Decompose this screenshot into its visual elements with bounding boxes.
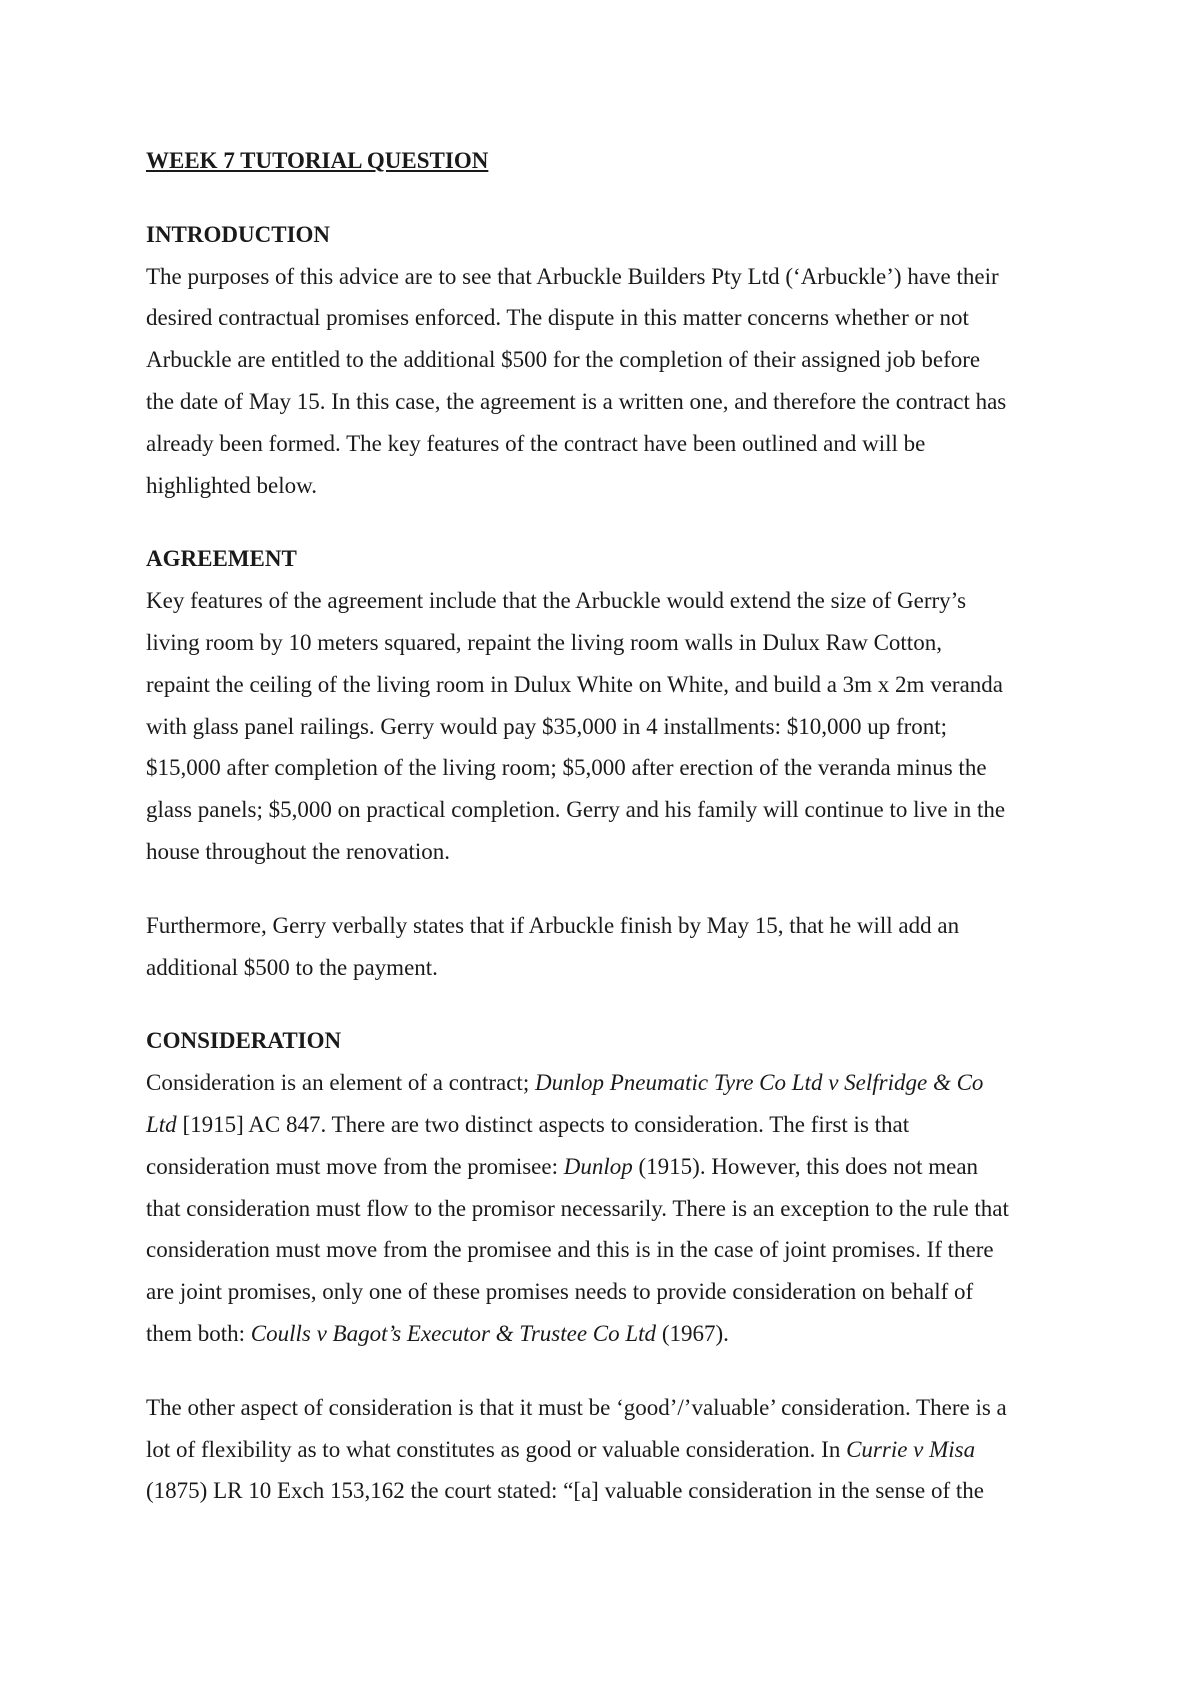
text-line: are joint promises, only one of these promises needs to provide consideration on behalf of bbox=[146, 1279, 974, 1305]
agreement-heading: AGREEMENT bbox=[146, 546, 297, 572]
text-line: desired contractual promises enforced. The dispute in this matter concerns whether or not bbox=[146, 305, 969, 331]
agreement-section bbox=[146, 538, 1066, 988]
case-citation: Ltd bbox=[146, 1111, 177, 1137]
text-line: with glass panel railings. Gerry would pay $35,000 in 4 installments: $10,000 up front; bbox=[146, 713, 948, 739]
consideration-paragraph bbox=[146, 1062, 1066, 1355]
introduction-heading: INTRODUCTION bbox=[146, 221, 331, 247]
text-line: Key features of the agreement include that the Arbuckle would extend the size of Gerry’s bbox=[146, 588, 967, 614]
text-line: additional $500 to the payment. bbox=[146, 954, 438, 980]
text-run: (1915). However, this does not mean bbox=[632, 1153, 979, 1179]
agreement-paragraph-2 bbox=[146, 905, 1066, 989]
text-run: consideration must move from the promisee: bbox=[146, 1153, 564, 1179]
text-line: living room by 10 meters squared, repaint the living room walls in Dulux Raw Cotton, bbox=[146, 629, 942, 655]
text-line: (1875) LR 10 Exch 153,162 the court stated: “[a] valuable consideration in the sense of the bbox=[146, 1478, 984, 1504]
text-run: lot of flexibility as to what constitutes as good or valuable consideration. In bbox=[146, 1436, 847, 1462]
text-line: house throughout the renovation. bbox=[146, 838, 451, 864]
text-run: [1915] AC 847. There are two distinct aspects to consideration. The first is that bbox=[176, 1111, 910, 1137]
text-line bbox=[146, 1313, 1066, 1355]
text-line bbox=[146, 1429, 1066, 1471]
text-line: repaint the ceiling of the living room in Dulux White on White, and build a 3m x 2m veranda bbox=[146, 671, 1003, 697]
case-citation: Dunlop Pneumatic Tyre Co Ltd v Selfridge & Co bbox=[534, 1070, 984, 1096]
consideration-paragraph-2 bbox=[146, 1387, 1066, 1512]
text-line bbox=[146, 1146, 1066, 1188]
text-run: (1967). bbox=[656, 1320, 729, 1346]
consideration-section bbox=[146, 1020, 1066, 1512]
text-line: The purposes of this advice are to see that Arbuckle Builders Pty Ltd (‘Arbuckle’) have their bbox=[146, 263, 999, 289]
case-citation: Coulls v Bagot’s Executor & Trustee Co Ltd bbox=[250, 1320, 657, 1346]
consideration-heading: CONSIDERATION bbox=[146, 1028, 342, 1054]
text-run: Consideration is an element of a contract; bbox=[146, 1070, 535, 1096]
text-line: Arbuckle are entitled to the additional $500 for the completion of their assigned job before bbox=[146, 347, 981, 373]
text-line bbox=[146, 1104, 1066, 1146]
text-line: that consideration must flow to the promisor necessarily. There is an exception to the rule that bbox=[146, 1195, 1009, 1221]
text-line: glass panels; $5,000 on practical completion. Gerry and his family will continue to live in the bbox=[146, 797, 1006, 823]
text-line: $15,000 after completion of the living room; $5,000 after erection of the veranda minus the bbox=[146, 755, 987, 781]
text-line: highlighted below. bbox=[146, 472, 317, 498]
case-citation: Currie v Misa bbox=[846, 1436, 976, 1462]
agreement-paragraph bbox=[146, 580, 1066, 873]
case-citation: Dunlop bbox=[563, 1153, 633, 1179]
text-line bbox=[146, 1062, 1066, 1104]
document-page bbox=[146, 140, 1066, 1512]
text-line: The other aspect of consideration is that it must be ‘good’/’valuable’ consideration. There is a bbox=[146, 1394, 1007, 1420]
introduction-section bbox=[146, 214, 1066, 507]
text-run: them both: bbox=[146, 1320, 251, 1346]
introduction-paragraph bbox=[146, 256, 1066, 507]
text-line: Furthermore, Gerry verbally states that if Arbuckle finish by May 15, that he will add an bbox=[146, 912, 960, 938]
document-title: WEEK 7 TUTORIAL QUESTION bbox=[146, 148, 489, 173]
text-line: already been formed. The key features of the contract have been outlined and will be bbox=[146, 430, 926, 456]
text-line: consideration must move from the promisee and this is in the case of joint promises. If there bbox=[146, 1237, 994, 1263]
text-line: the date of May 15. In this case, the agreement is a written one, and therefore the contract has bbox=[146, 388, 1007, 414]
